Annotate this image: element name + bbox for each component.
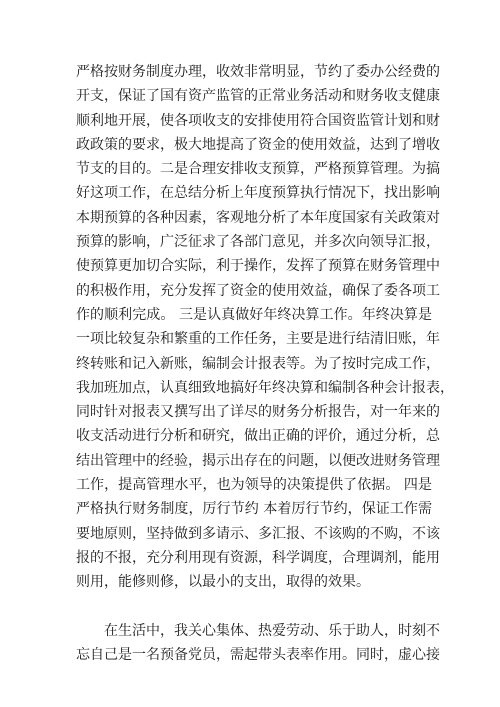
text-line: 结出管理中的经验，揭示出存在的问题，以便改进财务管理 — [76, 452, 440, 469]
text-line: 使预算更加切合实际，利于操作，发挥了预算在财务管理中 — [76, 258, 440, 275]
text-line: 则用，能修则修，以最小的支出，取得的效果。 — [76, 574, 370, 591]
text-line: 好这项工作，在总结分析上年度预算执行情况下，找出影响 — [76, 185, 440, 202]
text-line: 要地原则，坚持做到多请示、多汇报、不该购的不购，不该 — [76, 525, 440, 542]
text-line: 本期预算的各种因素，客观地分析了本年度国家有关政策对 — [76, 209, 440, 226]
text-line: 报的不报，充分利用现有资源，科学调度，合理调剂，能用 — [76, 549, 440, 566]
text-line: 政政策的要求，极大地提高了资金的使用效益，达到了增收 — [76, 136, 440, 153]
text-line: 我加班加点，认真细致地搞好年终决算和编制各种会计报表， — [76, 379, 454, 396]
text-line: 一项比较复杂和繁重的工作任务，主要是进行结清旧账，年 — [76, 331, 440, 348]
text-line: 同时针对报表又撰写出了详尽的财务分析报告，对一年来的 — [76, 404, 440, 421]
text-line: 忘自己是一名预备党员，需起带头表率作用。同时，虚心接 — [76, 647, 440, 664]
text-line: 作的顺利完成。 三是认真做好年终决算工作。年终决算是 — [76, 306, 432, 323]
text-line: 的积极作用，充分发挥了资金的使用效益，确保了委各项工 — [76, 282, 440, 299]
text-line: 预算的影响，广泛征求了各部门意见，并多次向领导汇报， — [76, 234, 440, 251]
text-line: 节支的目的。二是合理安排收支预算，严格预算管理。为搞 — [76, 161, 440, 178]
paragraph-2 — [76, 619, 440, 668]
text-line: 工作，提高管理水平，也为领导的决策提供了依据。 四是 — [76, 477, 432, 494]
paragraph-1 — [76, 60, 454, 595]
body-text — [76, 60, 454, 668]
text-line: 终转账和记入新账，编制会计报表等。为了按时完成工作， — [76, 355, 440, 372]
text-line: 顺利地开展，使各项收支的安排使用符合国资监管计划和财 — [76, 112, 440, 129]
paragraph-gap — [76, 595, 432, 620]
text-line: 在生活中，我关心集体、热爱劳动、乐于助人，时刻不 — [104, 623, 440, 640]
text-line: 严格按财务制度办理，收效非常明显，节约了委办公经费的 — [76, 64, 440, 80]
text-line: 收支活动进行分析和研究，做出正确的评价，通过分析，总 — [76, 428, 440, 445]
text-line: 开支，保证了国有资产监管的正常业务活动和财务收支健康 — [76, 88, 440, 105]
text-line: 严格执行财务制度，厉行节约 本着厉行节约，保证工作需 — [76, 501, 432, 518]
